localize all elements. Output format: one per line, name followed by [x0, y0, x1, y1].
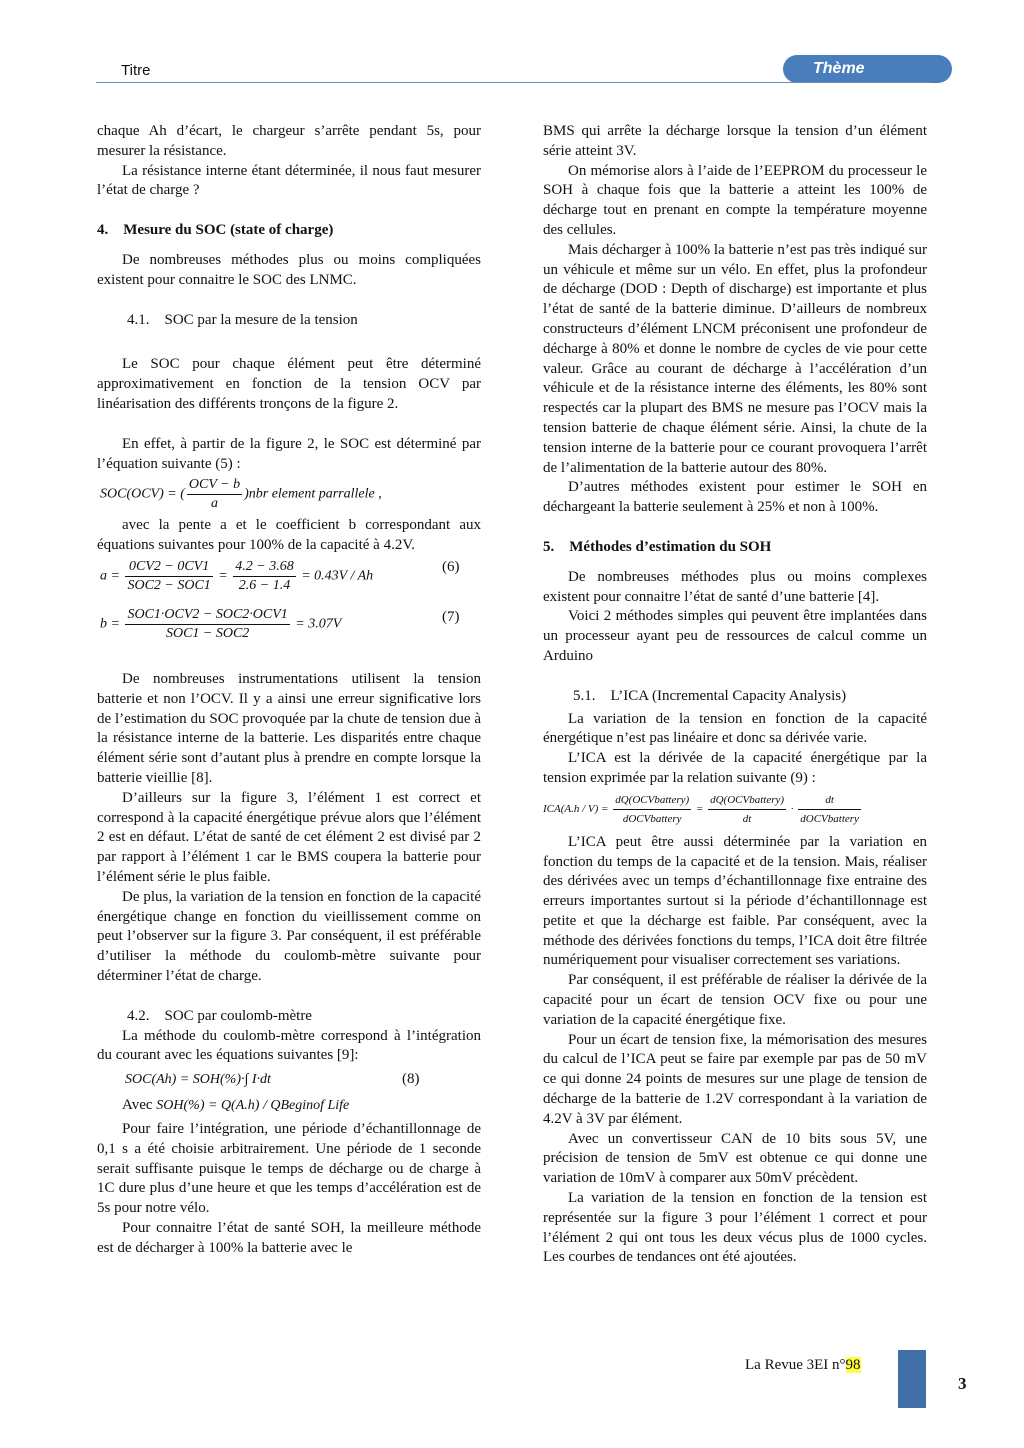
- eq9-numerator-1: dQ(OCVbattery): [613, 791, 691, 810]
- footer-journal: [745, 1357, 861, 1374]
- eq5-numerator: OCV − b: [187, 476, 242, 495]
- subsection-heading-5-1: 5.1. L’ICA (Incremental Capacity Analysis): [573, 687, 847, 704]
- paragraph: L’ICA est la dérivée de la capacité énergétique par la tension exprimée par la relation suivante (9) :: [543, 750, 927, 786]
- footer-issue-number: 98: [845, 1357, 861, 1373]
- paragraph: Le SOC pour chaque élément peut être déterminé approximativement en fonction de la tension OCV par linéarisation des différents tronçons de la figure 2.: [97, 356, 481, 412]
- right-column: [543, 122, 927, 1268]
- paragraph: avec la pente a et le coefficient b correspondant aux équations suivantes pour 100% de la capacité à 4.2V.: [97, 517, 481, 554]
- paragraph: BMS qui arrête la décharge lorsque la tension d’un élément série atteint 3V.: [543, 123, 927, 159]
- eq8b-prefix: Avec: [122, 1097, 157, 1114]
- eq7-fraction: [125, 606, 289, 643]
- eq6-numerator-2: 4.2 − 3.68: [233, 558, 295, 577]
- paragraph: chaque Ah d’écart, le chargeur s’arrête pendant 5s, pour mesurer la résistance.: [97, 123, 481, 159]
- header-title: Titre: [121, 62, 151, 79]
- eq9-fraction-1: [613, 791, 691, 828]
- paragraph: De nombreuses méthodes plus ou moins compliquées existent pour connaitre le SOC des LNMC.: [97, 251, 481, 288]
- paragraph: Mais décharger à 100% la batterie n’est pas très indiqué sur un véhicule et même sur un vélo. En effet, plus la profondeur de décharge (DOD : Depth of discharge) est importante et plus l’état de santé de la batterie diminue. D’ailleurs de nombreux constructeurs d’élément LNCM préconisent une profondeur de décharge à 80% et donne le nombre de cycles de vie pour cette valeur. Grâce au courant de décharge à l’accélération d’un véhicule et de la résistance interne des éléments, les 80% sont respectés car la plupart des BMS ne mesure pas l’OCV mais la tension batterie de chaque élément série. Ainsi, la chute de la tension interne de la batterie pour ce courant provoquera l’arrêt de l’alimentation de la batterie autour des 80%.: [543, 241, 927, 476]
- eq7-lhs: b =: [100, 616, 120, 632]
- paragraph: Pour faire l’intégration, une période d’échantillonnage de 0,1 s a été choisie arbitrairement. Une période de 1 seconde serait suffisante puisque le temps de décharge ou de charge à 1C dure plus d’une heure et que les temps d’accélération est de 5s pour notre vélo.: [97, 1121, 481, 1217]
- eq6-numerator-1: 0CV2 − 0CV1: [125, 558, 212, 577]
- subsection-heading-4-1: 4.1. SOC par la mesure de la tension: [127, 311, 358, 328]
- paragraph: La méthode du coulomb-mètre correspond à l’intégration du courant avec les équations suivantes [9]:: [97, 1027, 481, 1064]
- paragraph: Par conséquent, il est préférable de réaliser la dérivée de la capacité pour un écart de tension OCV fixe ou pour une variation de la capacité énergétique fixe.: [543, 972, 927, 1028]
- eq6-denominator-1: SOC2 − SOC1: [127, 577, 211, 593]
- section-heading-5: 5. Méthodes d’estimation du SOH: [543, 538, 772, 555]
- paragraph: Pour un écart de tension fixe, la mémorisation des mesures du calcul de l’ICA peut se faire par exemple par pas de 50 mV ce qui donne 24 points de mesures sur une plage de tension de décharge de la batterie de 1.2V correspondant à la variation de 4.2V à 3V par élément.: [543, 1031, 927, 1127]
- eq9-denominator-3: dOCVbattery: [800, 812, 859, 825]
- equation-8b: [122, 1096, 481, 1120]
- paragraph: De nombreuses méthodes plus ou moins complexes existent pour connaitre l’état de santé d’une batterie [4].: [543, 568, 927, 605]
- paragraph: On mémorise alors à l’aide de l’EEPROM du processeur le SOH à chaque fois que la batterie a atteint les 100% de décharge tout en prenant en compte la température moyenne des cellules.: [543, 162, 927, 238]
- equation-5: [100, 476, 481, 516]
- eq8b-expression: SOH(%) = Q(A.h) / QBeginof Life: [156, 1098, 350, 1114]
- paragraph: De nombreuses instrumentations utilisent la tension batterie et non l’OCV. Il y a ainsi une erreur significative lors de l’estimation du SOC provoquée par la chute de tension due à la résistance interne de la batterie. Les disparités entre chaque élément série sont d’autant plus à prendre en compte lorsque la batterie vieillie [8].: [97, 670, 481, 786]
- header-rule: [96, 82, 930, 83]
- eq9-numerator-2: dQ(OCVbattery): [708, 791, 786, 810]
- eq7-number: (7): [442, 608, 460, 625]
- eq6-number: (6): [442, 558, 460, 575]
- eq8-expression: SOC(Ah) = SOH(%)·∫ I·dt: [125, 1072, 271, 1088]
- eq9-numerator-3: dt: [798, 791, 861, 810]
- paragraph: La résistance interne étant déterminée, il nous faut mesurer l’état de charge ?: [97, 162, 481, 199]
- eq7-numerator: SOC1·OCV2 − SOC2·OCV1: [125, 606, 289, 625]
- paragraph: D’ailleurs sur la figure 3, l’élément 1 est correct et correspond à la capacité énergétique prévue alors que l’élément 2 est en défaut. L’état de santé de cet élément 2 est divisé par 2 par rapport à l’élément 1 car le BMS coupera la batterie pour l’élément série le plus faible.: [97, 789, 481, 885]
- eq6-fraction-1: [125, 558, 212, 595]
- paragraph: En effet, à partir de la figure 2, le SOC est déterminé par l’équation suivante (5) :: [97, 435, 481, 472]
- paragraph: De plus, la variation de la tension en fonction de la capacité énergétique change en fonction du vieillissement comme on peut l’observer sur la figure 3. Par conséquent, il est préférable d’utiliser la méthode du coulomb-mètre suivante pour déterminer l’état de charge.: [97, 888, 481, 984]
- eq6-fraction-2: [233, 558, 295, 595]
- paragraph: D’autres méthodes existent pour estimer le SOH en déchargeant la batterie seulement à 25% et non à 100%.: [543, 479, 927, 516]
- paragraph: La variation de la tension en fonction de la tension est représentée sur la figure 3 pour l’élément 1 correct et pour l’élément 2 qui ont tous les deux vécus plus de 1000 cycles. Les courbes de tendances ont été ajoutées.: [543, 1190, 927, 1266]
- eq9-lhs: ICA(A.h / V) =: [543, 802, 609, 815]
- paragraph: Pour connaitre l’état de santé SOH, la meilleure méthode est de décharger à 100% la batterie avec le: [97, 1220, 481, 1256]
- footer-bar: [898, 1350, 926, 1408]
- left-column: [97, 122, 481, 1259]
- paragraph: Avec un convertisseur CAN de 10 bits sous 5V, une précision de tension de 5mV est obtenue ce qui donne une variation de 10mV à comparer aux 50mV précèdent.: [543, 1130, 927, 1187]
- eq5-lhs: SOC(OCV) = (: [100, 487, 185, 503]
- paragraph: La variation de la tension en fonction de la capacité énergétique n’est pas linéaire et donc sa dérivée varie.: [543, 710, 927, 747]
- eq8-number: (8): [402, 1071, 420, 1088]
- eq7-denominator: SOC1 − SOC2: [165, 625, 250, 641]
- equation-7: [100, 606, 481, 650]
- eq9-denominator-1: dOCVbattery: [622, 812, 682, 825]
- paragraph: L’ICA peut être aussi déterminée par la variation en fonction du temps de la capacité et de la tension. Mais, réaliser des dérivées avec un temps d’échantillonnage fixe entraine des erreurs importantes surtout si la période d’échantillonnage est petite et que la décharge est faible. Par conséquent, avec la méthode des dérivées fonctions du temps, l’ICA doit être filtrée numériquement pour visualiser correctement ses variations.: [543, 833, 927, 969]
- eq6-rhs: = 0.43V / Ah: [301, 568, 374, 584]
- eq9-denominator-2: dt: [742, 812, 752, 825]
- eq6-lhs: a =: [100, 568, 120, 584]
- subsection-heading-4-2: 4.2. SOC par coulomb-mètre: [127, 1007, 312, 1024]
- page-number: 3: [958, 1374, 967, 1393]
- equation-8: [125, 1070, 481, 1096]
- section-heading-4: 4. Mesure du SOC (state of charge): [97, 222, 334, 239]
- eq9-fraction-2: [708, 791, 786, 828]
- footer-journal-name: La Revue 3EI n°: [745, 1357, 846, 1373]
- eq7-rhs: = 3.07V: [295, 616, 342, 632]
- equation-9: ICA(A.h / V) = $\frac{\text{dQ(OCVbattery)}}{\text{dOCVbattery}}$ = $\frac{\text{dQ(OCVbattery)}}{dt}$ · $\frac{dt}{\text{dOCVbattery}}$: [543, 791, 927, 831]
- eq5-fraction: [187, 476, 242, 513]
- header-theme-badge: Thème: [783, 55, 952, 83]
- paragraph: Voici 2 méthodes simples qui peuvent être implantées dans un processeur ayant peu de ressources de calcul comme un Arduino: [543, 608, 927, 664]
- eq5-denominator: a: [210, 496, 218, 512]
- eq6-denominator-2: 2.6 − 1.4: [238, 577, 291, 593]
- equation-6: a = $\frac{0CV2 - 0CV1}{\text{SOC2 − SOC1}}$ = $\frac{4.2 - 3.68}{2.6 - 1.4}$ = 0.43V / Ah (6): [100, 558, 460, 593]
- eq9-fraction-3: [798, 791, 861, 828]
- eq5-rhs: )nbr element parrallele ,: [244, 487, 382, 503]
